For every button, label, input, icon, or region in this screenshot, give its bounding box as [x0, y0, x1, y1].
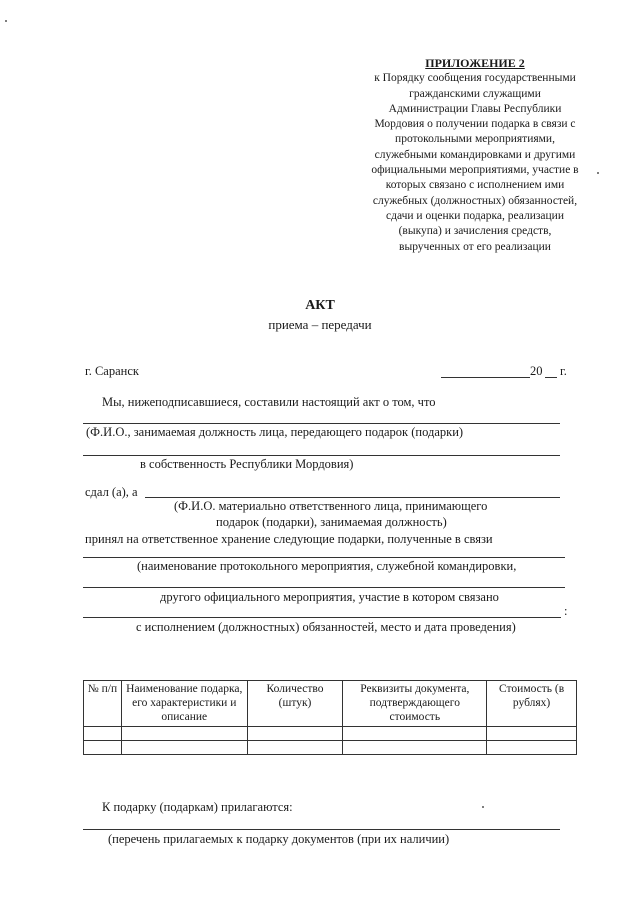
header-gift-name: Наименование подарка, его характеристики и описание — [121, 681, 247, 727]
header-cost: Стоимость (в рублях) — [487, 681, 577, 727]
appendix-line: сдачи и оценки подарка, реализации — [386, 209, 564, 222]
intro-text: Мы, нижеподписавшиеся, составили настоящий акт о том, что — [102, 395, 436, 409]
table-cell[interactable] — [343, 727, 487, 741]
table-cell[interactable] — [121, 741, 247, 755]
scan-speck — [5, 20, 7, 22]
giver-field-2[interactable] — [83, 455, 560, 456]
receiver-field[interactable] — [145, 497, 560, 498]
event-field[interactable] — [83, 557, 565, 558]
table-cell[interactable] — [84, 741, 122, 755]
event-field-2[interactable] — [83, 587, 565, 588]
receiver-caption-2: подарок (подарки), занимаемая должность) — [216, 515, 447, 529]
table-cell[interactable] — [487, 741, 577, 755]
scan-speck — [482, 806, 484, 808]
event-field-3[interactable] — [83, 617, 561, 618]
date-year-field[interactable] — [545, 377, 557, 378]
table-header-row — [84, 681, 577, 727]
ownership-caption: в собственность Республики Мордовия) — [140, 457, 354, 471]
event-colon: : — [564, 604, 568, 618]
table-cell[interactable] — [84, 727, 122, 741]
appendix-line: протокольными мероприятиями, — [395, 133, 555, 146]
appendix-line: которых связано с исполнением ими — [385, 179, 565, 192]
event-caption-1: (наименование протокольного мероприятия, служебной командировки, — [137, 559, 517, 573]
handed-over-text: сдал (а), а — [85, 485, 138, 499]
giver-caption: (Ф.И.О., занимаемая должность лица, передающего подарок (подарки) — [86, 425, 464, 439]
scan-speck — [597, 172, 599, 174]
appendix-line: официальными мероприятиями, участие в — [371, 164, 579, 177]
event-caption-2: другого официального мероприятия, участие в котором связано — [160, 590, 499, 604]
table-row — [84, 727, 577, 741]
giver-field[interactable] — [83, 423, 560, 424]
header-number: № п/п — [84, 681, 122, 727]
date-year-prefix: 20 — [530, 364, 543, 378]
appendix-title: ПРИЛОЖЕНИЕ 2 — [425, 56, 525, 70]
appendix-line: служебными командировками и другими — [374, 148, 576, 161]
receiver-caption-1: (Ф.И.О. материально ответственного лица, принимающего — [174, 499, 488, 513]
table-row — [84, 741, 577, 755]
header-document: Реквизиты документа, подтверждающего стоимость — [343, 681, 487, 727]
table-cell[interactable] — [487, 727, 577, 741]
act-title: АКТ — [305, 298, 335, 313]
gifts-table — [83, 680, 577, 755]
appendix-line: Мордовия о получении подарка в связи с — [374, 118, 576, 131]
attachments-field[interactable] — [83, 829, 560, 830]
table-cell[interactable] — [343, 741, 487, 755]
table-cell[interactable] — [247, 741, 343, 755]
appendix-line: к Порядку сообщения государственными — [374, 72, 576, 85]
appendix-line: Администрации Главы Республики — [388, 102, 562, 115]
attachments-text: К подарку (подаркам) прилагаются: — [102, 800, 293, 814]
attachments-caption: (перечень прилагаемых к подарку документов (при их наличии) — [108, 832, 450, 846]
table-cell[interactable] — [247, 727, 343, 741]
appendix-line: вырученных от его реализации — [399, 240, 551, 253]
header-quantity: Количество (штук) — [247, 681, 343, 727]
appendix-line: (выкупа) и зачисления средств, — [398, 225, 552, 238]
date-year-suffix: г. — [560, 364, 567, 378]
act-subtitle: приема – передачи — [268, 317, 372, 332]
place-text: г. Саранск — [85, 364, 139, 378]
appendix-line: гражданскими служащими — [409, 87, 541, 100]
table-cell[interactable] — [121, 727, 247, 741]
appendix-block — [350, 56, 600, 255]
accepted-text: принял на ответственное хранение следующие подарки, полученные в связи — [85, 532, 493, 546]
date-day-month-field[interactable] — [441, 377, 530, 378]
appendix-line: служебных (должностных) обязанностей, — [372, 194, 578, 207]
event-caption-3: с исполнением (должностных) обязанностей, место и дата проведения) — [136, 620, 516, 634]
